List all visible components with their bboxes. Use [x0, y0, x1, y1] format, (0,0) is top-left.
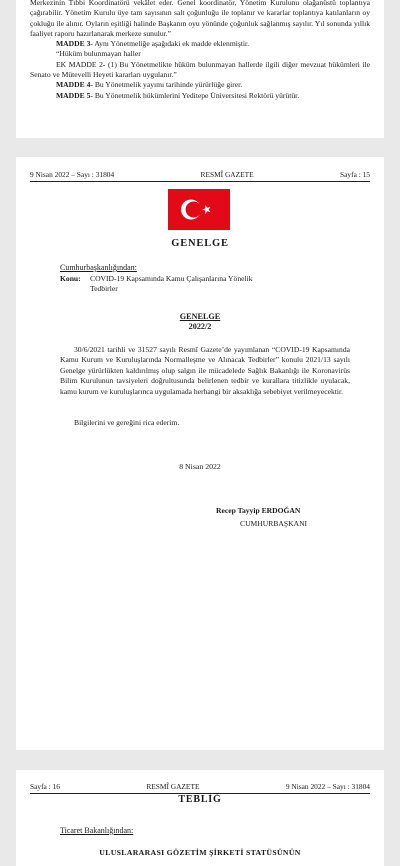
genelge-body: 30/6/2021 tarihli ve 31527 sayılı Resmî Gazete’de yayımlanan “COVID-19 Kapsamında Kamu Kurum ve Kuruluşlarında Normalleşme ve Alınacak Tedbirler” konulu 2021/13 sayılı Genelge yürürlükten kaldırılmış olup salgın ile mücadelede Sağlık Bakanlığı ile Koronavirüs Bilim Kurulunun tavsiyeleri doğrultusunda belirlenen tedbir ve kurallara titizlikle uyulacak, kamu kurum ve kuruluşlarınca uygulamada herhangi bir aksaklığa sebebiyet verilmeyecektir.	[60, 345, 350, 396]
quote-heading: “Hüküm bulunmayan haller	[56, 49, 141, 59]
header-date-issue: 9 Nisan 2022 – Sayı : 31804	[30, 169, 115, 179]
signatory-last-name: ERDOĞAN	[261, 506, 301, 515]
closing-line: Bilgilerini ve gereğini rica ederim.	[74, 418, 180, 427]
ek-madde-2: EK MADDE 2- (1) Bu Yönetmelikte hüküm bulunmayan hallerde ilgili diğer mevzuat hükümleri ile Senato ve Mütevelli Heyeti kararları uygulanır.”	[30, 59, 370, 80]
genelge-number: 2022/2	[188, 322, 212, 331]
madde-5-text: Bu Yönetmelik hükümlerini Yeditepe Üniversitesi Rektörü yürütür.	[92, 90, 300, 100]
madde-3	[30, 39, 370, 49]
madde-3-label: MADDE 3-	[56, 39, 93, 49]
page1-paragraph: Merkezinin Tıbbi Koordinatörü vekâlet eder. Genel koordinatör, Yönetim Kurulunu olağanüstü toplantıya çağırabilir. Yönetim Kurulu üye tam sayısının salt çoğunluğu ile toplanır ve kararlar toplantıya katılanların oy çokluğu ile alınır. Oyların eşitliği halinde Başkanın oyu yönünde çoğunluk sağlanmış sayılır. Yıl sonunda yıllık faaliyet raporu hazırlanarak merkeze sunulur.”	[30, 0, 370, 38]
header-page-number: Sayfa : 16	[30, 781, 60, 791]
header-gazette-name: RESMÎ GAZETE	[200, 169, 254, 179]
institution-name: Cumhurbaşkanlığından:	[60, 263, 137, 272]
madde-5	[30, 91, 370, 101]
page-header	[30, 167, 370, 182]
page1-text-block	[30, 0, 370, 101]
genelge-subheading-text: GENELGE	[179, 312, 221, 321]
document-page-1	[16, 0, 384, 138]
teblig-heading: ULUSLARARASI GÖZETİM ŞİRKETİ STATÜSÜNÜN	[99, 848, 301, 857]
document-page-2	[16, 157, 384, 750]
institution-name: Ticaret Bakanlığından:	[60, 826, 134, 835]
genelge-title: GENELGE	[171, 238, 229, 249]
header-gazette-name: RESMÎ GAZETE	[146, 781, 200, 791]
document-date: 8 Nisan 2022	[179, 462, 221, 471]
turkish-flag-icon	[168, 189, 230, 230]
subject-text: COVID-19 Kapsamında Kamu Çalışanlarına Yönelik Tedbirler	[90, 274, 253, 293]
signatory-name	[216, 506, 366, 515]
madde-4	[30, 80, 370, 90]
signatory-title: CUMHURBAŞKANI	[240, 519, 308, 528]
header-date-issue: 9 Nisan 2022 – Sayı : 31804	[285, 781, 370, 791]
signatory-first-name: Recep Tayyip	[216, 506, 260, 515]
madde-4-label: MADDE 4-	[56, 80, 93, 90]
teblig-title: TEBLİĞ	[178, 794, 222, 805]
subject-line	[60, 274, 350, 294]
subject-label: Konu:	[60, 274, 81, 283]
genelge-subheading	[16, 312, 384, 332]
header-page-number: Sayfa : 15	[340, 169, 370, 179]
madde-4-text: Bu Yönetmelik yayımı tarihinde yürürlüğe girer.	[92, 80, 243, 90]
page-header	[30, 779, 370, 794]
madde-5-label: MADDE 5-	[56, 90, 93, 100]
madde-3-text: Aynı Yönetmeliğe aşağıdaki ek madde eklenmiştir.	[92, 39, 250, 49]
document-page-3	[16, 770, 384, 866]
